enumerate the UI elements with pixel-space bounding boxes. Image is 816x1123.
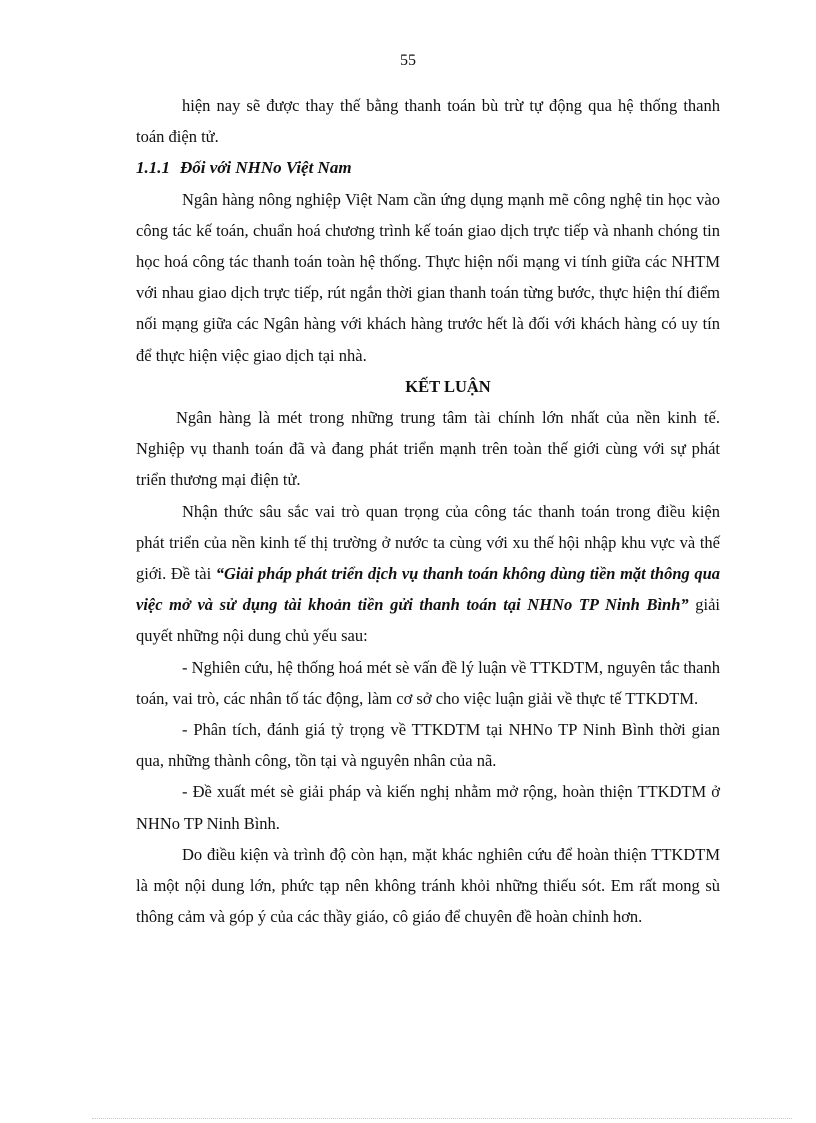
- document-body: [136, 90, 720, 932]
- paragraph-text: giải quyết những nội dung chủ yếu sau:: [136, 595, 720, 646]
- section-number: 1.1.1: [136, 158, 170, 178]
- intro-paragraph: hiện nay sẽ được thay thế bằng thanh toán bù trừ tự động qua hệ thống thanh toán điện tử.: [136, 96, 720, 147]
- section-heading: [136, 152, 720, 183]
- thesis-title: “Giải pháp phát triển dịch vụ thanh toán không dùng tiền mặt thông qua việc mở và sử dụng tài khoản tiền gửi thanh toán tại NHNo TP Ninh Bình”: [136, 564, 721, 615]
- closing-paragraph: Do điều kiện và trình độ còn hạn, mặt khác nghiên cứu để hoàn thiện TTKDTM là một nội dung lớn, phức tạp nên không tránh khỏi những thiếu sót. Em rất mong sù thông cảm và góp ý của các thầy giáo, cô giáo để chuyên đề hoàn chỉnh hơn.: [136, 844, 720, 927]
- bullet-item: - Nghiên cứu, hệ thống hoá mét sè vấn đề lý luận về TTKDTM, nguyên tắc thanh toán, vai trò, các nhân tố tác động, làm cơ sở cho việc luận giải về thực tế TTKDTM.: [136, 657, 720, 708]
- conclusion-title: KẾT LUẬN: [405, 376, 491, 396]
- paragraph-text: Nhận thức sâu sắc vai trò quan trọng của công tác thanh toán trong điều kiện phát triển của nền kinh tế thị trường ở nước ta cùng với xu thế hội nhập khu vực và thế giới. Đề tài: [136, 501, 720, 584]
- page-number: 55: [400, 52, 416, 69]
- page-bottom-border: [92, 1118, 792, 1119]
- section-title: Đối với NHNo Việt Nam: [180, 158, 352, 178]
- section-paragraph: Ngân hàng nông nghiệp Việt Nam cần ứng dụng mạnh mẽ công nghệ tin học vào công tác kế toán, chuẩn hoá chương trình kế toán giao dịch trực tiếp và nhanh chóng tin học hoá công tác thanh toán toàn hệ thống. Thực hiện nối mạng vi tính giữa các NHTM với nhau giao dịch trực tiếp, rút ngắn thời gian thanh toán từng bước, thực hiện thí điểm nối mạng giữa các Ngân hàng với khách hàng trước hết là đối với khách hàng có uy tín để thực hiện việc giao dịch tại nhà.: [136, 189, 720, 365]
- conclusion-paragraph-2: [136, 496, 720, 652]
- conclusion-paragraph-1: Ngân hàng là mét trong những trung tâm tài chính lớn nhất của nền kinh tế. Nghiệp vụ thanh toán đã và đang phát triển mạnh trên toàn thế giới cùng với sự phát triển thương mại điện tử.: [136, 408, 720, 490]
- bullet-item: - Đề xuất mét sè giải pháp và kiến nghị nhằm mở rộng, hoàn thiện TTKDTM ở NHNo TP Ninh Bình.: [136, 782, 720, 833]
- bullet-item: - Phân tích, đánh giá tỷ trọng về TTKDTM tại NHNo TP Ninh Bình thời gian qua, những thành công, tồn tại và nguyên nhân của nã.: [136, 720, 720, 771]
